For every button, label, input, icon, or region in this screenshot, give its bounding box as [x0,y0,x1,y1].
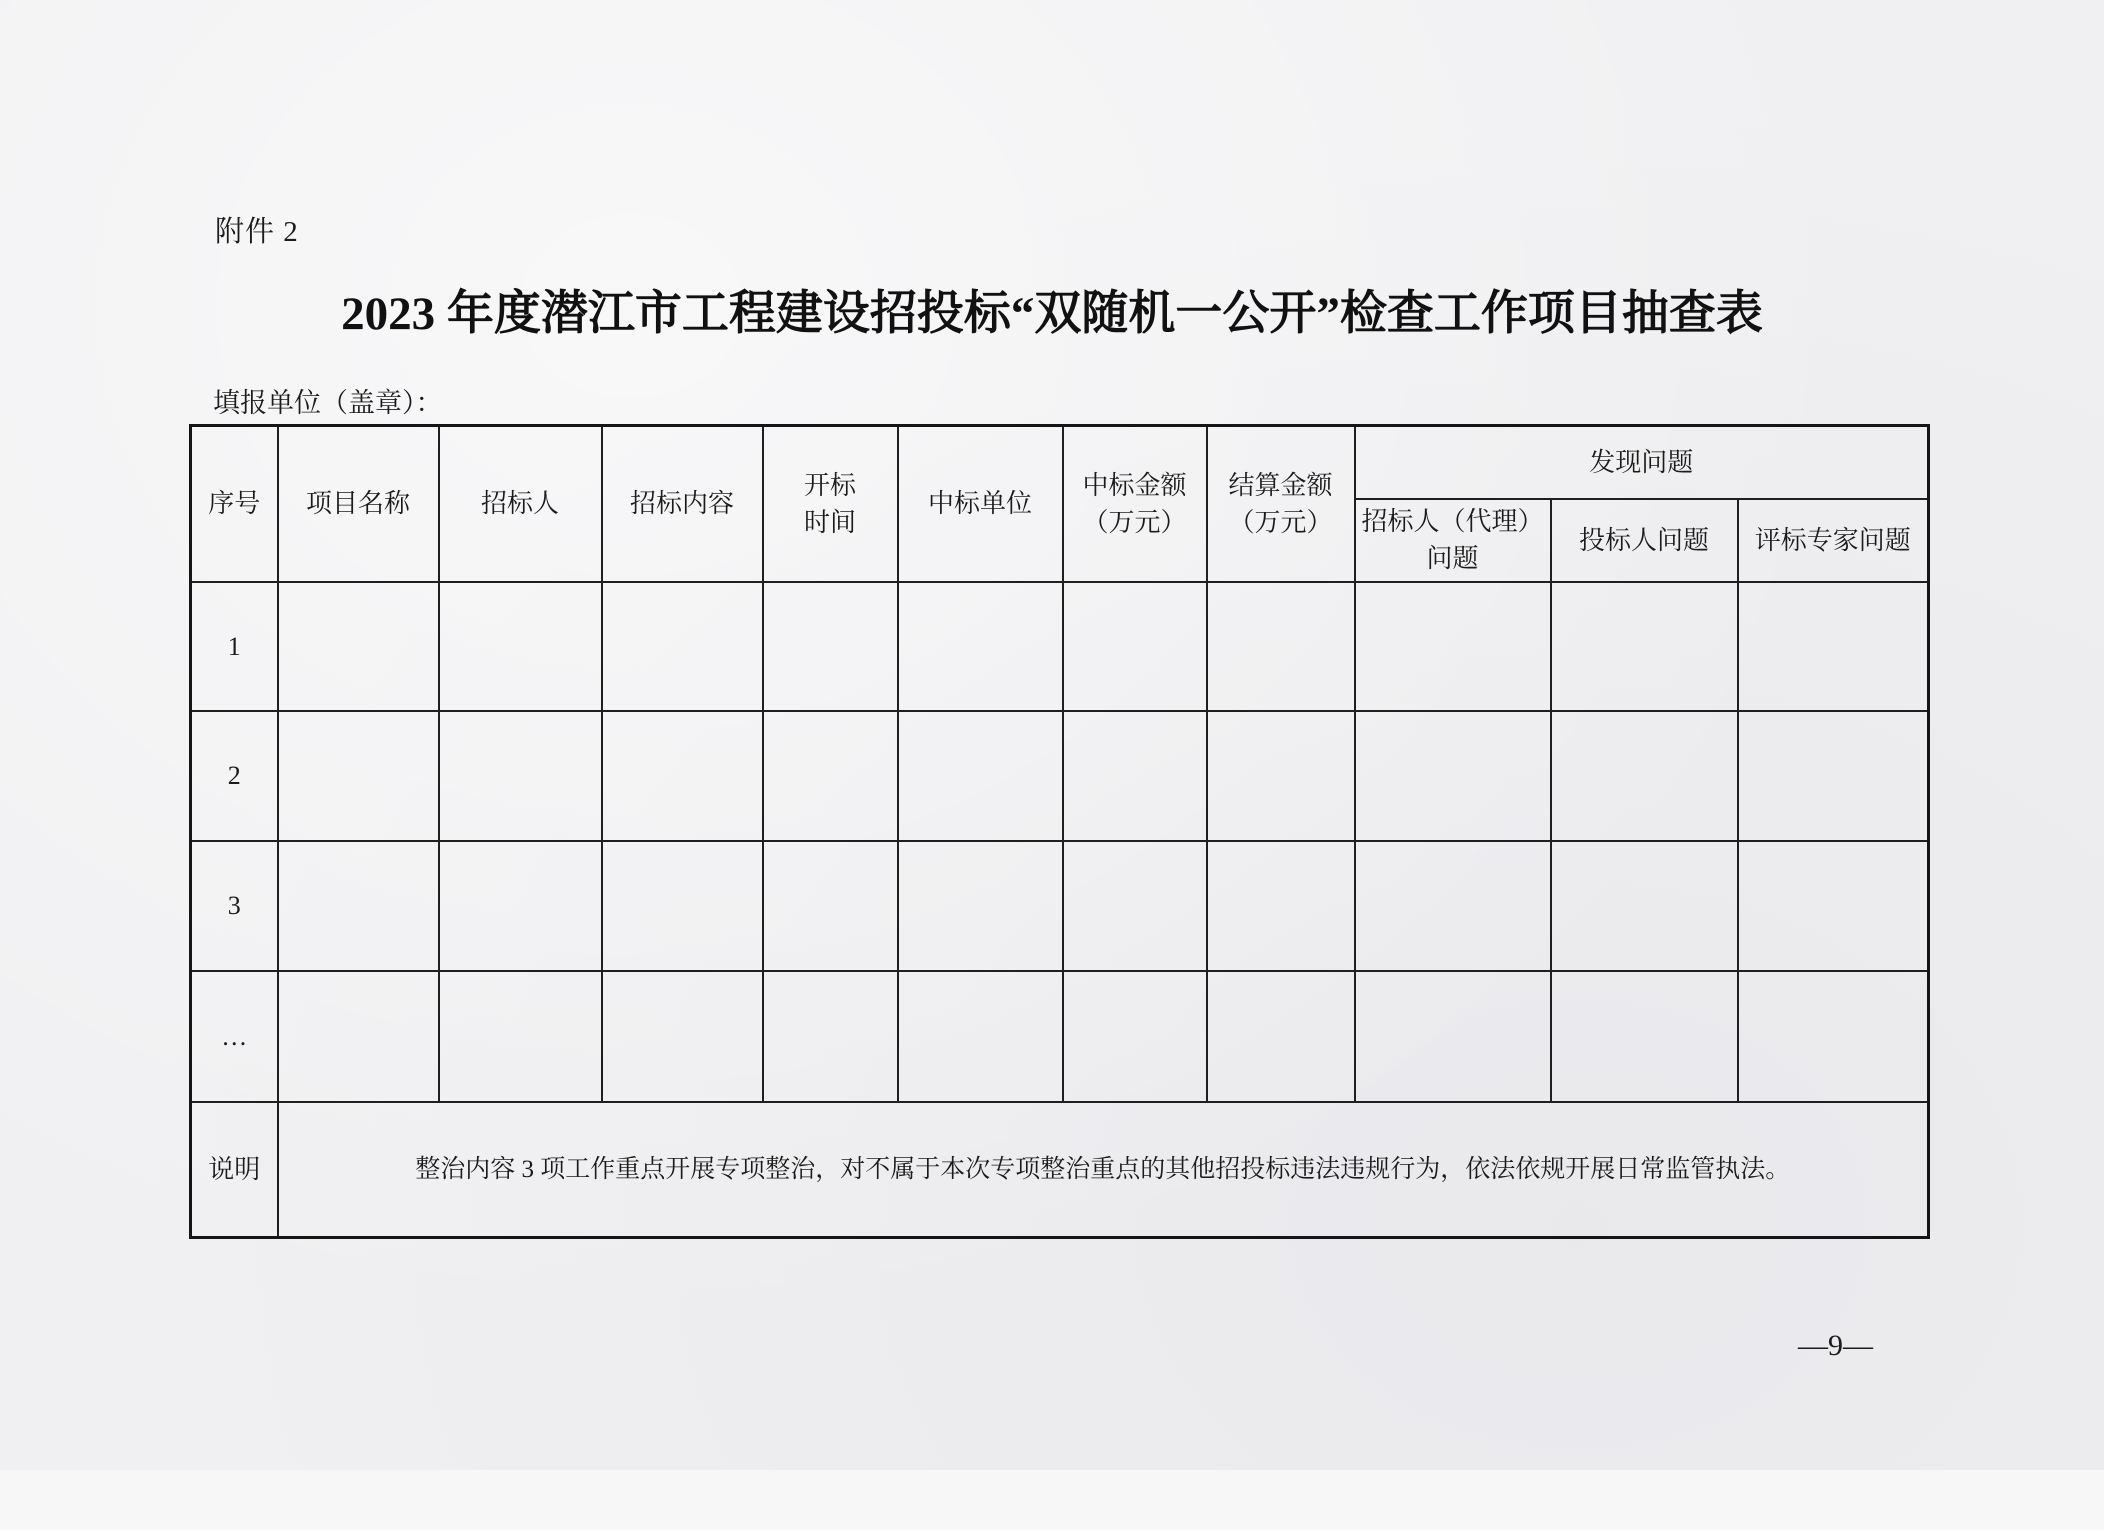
table-cell [1355,711,1551,841]
table-cell [602,841,763,971]
header-tenderer-issue-line-2: 问题 [1426,544,1479,573]
scan-bottom-edge [0,1470,2104,1530]
page-number: —9— [1798,1329,1873,1362]
table-cell [278,841,439,971]
table-cell [1738,582,1929,711]
table-cell [898,582,1063,711]
header-bidder-issue: 投标人问题 [1551,499,1738,582]
table-header-row [191,426,1929,499]
table-cell [1063,582,1207,711]
table-cell [1207,711,1355,841]
row-seq: 3 [191,841,278,971]
table-cell [602,582,763,711]
table-cell [1738,971,1929,1102]
header-settlement-amount-line-2: （万元） [1228,507,1333,537]
table-cell [1355,841,1551,971]
header-project-name: 项目名称 [278,426,439,582]
table-cell [1063,971,1207,1102]
header-winning-amount [1063,426,1207,582]
table-cell [439,841,602,971]
note-label: 说明 [191,1102,278,1238]
table-cell [278,582,439,711]
row-seq: 1 [191,582,278,711]
table-cell [898,971,1063,1102]
header-tender-content: 招标内容 [602,426,763,582]
table-cell [763,711,898,841]
header-winning-amount-line-1: 中标金额 [1082,470,1187,500]
table-cell [1063,841,1207,971]
table-row [191,582,1929,711]
header-opening-time-line-1: 开标 [803,470,856,500]
note-row [191,1102,1929,1238]
table-cell [1738,841,1929,971]
header-issues-group: 发现问题 [1355,426,1929,499]
note-text: 整治内容 3 项工作重点开展专项整治，对不属于本次专项整治重点的其他招投标违法违规行为，依法依规开展日常监管执法。 [278,1102,1929,1238]
document-title: 2023 年度潜江市工程建设招投标“双随机一公开”检查工作项目抽查表 [341,288,1763,340]
table-cell [602,971,763,1102]
header-tenderer: 招标人 [439,426,602,582]
table-row [191,971,1929,1102]
row-seq: … [191,971,278,1102]
table-cell [1551,582,1738,711]
header-opening-time-line-2: 时间 [803,507,856,537]
table-cell [439,582,602,711]
table-cell [1355,971,1551,1102]
row-seq: 2 [191,711,278,841]
table-cell [1551,711,1738,841]
table-cell [763,582,898,711]
table-cell [1207,841,1355,971]
table-cell [278,711,439,841]
table-cell [439,711,602,841]
table-cell [1551,971,1738,1102]
header-expert-issue: 评标专家问题 [1738,499,1929,582]
inspection-table [189,424,1930,1239]
table-row [191,841,1929,971]
header-settlement-amount [1207,426,1355,582]
table-cell [1063,711,1207,841]
table-cell [898,841,1063,971]
table-cell [602,711,763,841]
header-seq: 序号 [191,426,278,582]
table-cell [763,841,898,971]
table-cell [278,971,439,1102]
table-cell [898,711,1063,841]
table-cell [1207,971,1355,1102]
table-row [191,711,1929,841]
table-cell [1738,711,1929,841]
attachment-label: 附件 2 [215,216,299,248]
table-cell [1207,582,1355,711]
filler-unit-label: 填报单位（盖章）： [213,388,443,418]
table-cell [1551,841,1738,971]
table-cell [1355,582,1551,711]
header-tenderer-issue [1355,499,1551,582]
header-settlement-amount-line-1: 结算金额 [1228,470,1333,500]
header-opening-time [763,426,898,582]
header-winning-unit: 中标单位 [898,426,1063,582]
table-cell [763,971,898,1102]
table-cell [439,971,602,1102]
header-winning-amount-line-2: （万元） [1082,507,1187,537]
header-tenderer-issue-line-1: 招标人（代理） [1361,507,1544,536]
